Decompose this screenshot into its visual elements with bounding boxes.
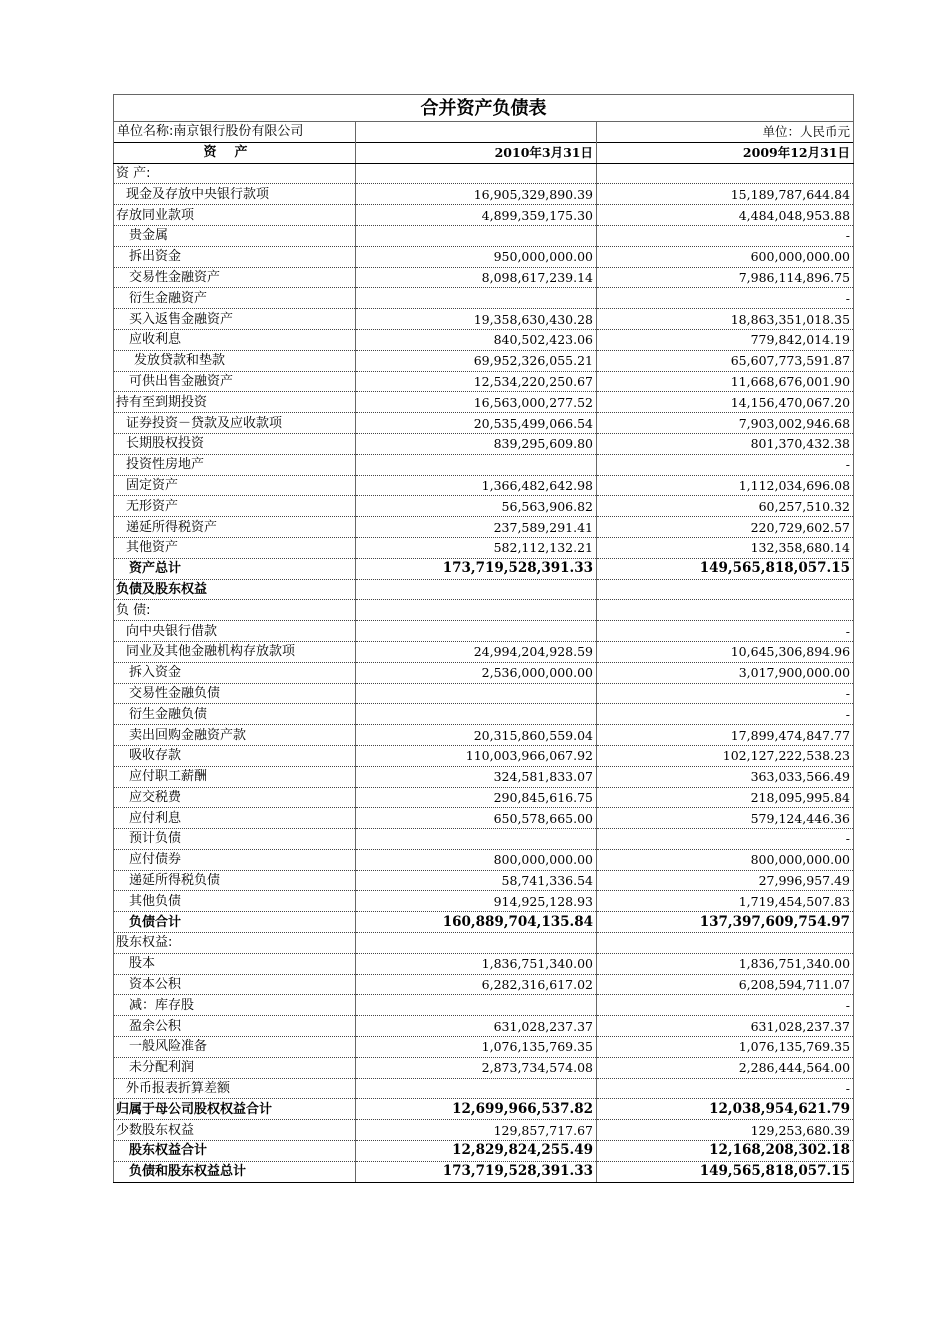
row-label: 同业及其他金融机构存放款项 <box>114 641 356 662</box>
row-label: 投资性房地产 <box>114 454 356 475</box>
row-label: 股本 <box>114 953 356 974</box>
row-value-2009-12-31: 7,903,002,946.68 <box>597 413 854 434</box>
row-value-2009-12-31: 1,719,454,507.83 <box>597 891 854 912</box>
table-row <box>114 1037 854 1058</box>
company-row <box>114 122 854 143</box>
row-value-2010-03-31 <box>356 225 597 246</box>
row-value-2009-12-31 <box>597 933 854 954</box>
table-row <box>114 1078 854 1099</box>
row-label: 股东权益: <box>114 933 356 954</box>
table-row <box>114 1057 854 1078</box>
table-row <box>114 808 854 829</box>
row-label: 负 债: <box>114 600 356 621</box>
row-value-2010-03-31: 840,502,423.06 <box>356 329 597 350</box>
row-value-2010-03-31 <box>356 704 597 725</box>
balance-sheet-table <box>113 94 854 1183</box>
company-name: 单位名称:南京银行股份有限公司 <box>114 122 356 143</box>
table-row <box>114 350 854 371</box>
row-value-2009-12-31 <box>597 579 854 600</box>
row-value-2010-03-31: 12,829,824,255.49 <box>356 1141 597 1162</box>
company-row-blank <box>356 122 597 143</box>
unit-label: 单位：人民币元 <box>597 122 854 143</box>
row-value-2010-03-31: 290,845,616.75 <box>356 787 597 808</box>
row-value-2009-12-31: 60,257,510.32 <box>597 496 854 517</box>
row-label: 应付债券 <box>114 849 356 870</box>
row-label: 衍生金融负债 <box>114 704 356 725</box>
row-value-2009-12-31: 149,565,818,057.15 <box>597 1161 854 1182</box>
row-value-2009-12-31: - <box>597 225 854 246</box>
row-label: 应付利息 <box>114 808 356 829</box>
row-label: 应付职工薪酬 <box>114 766 356 787</box>
table-row <box>114 953 854 974</box>
table-row <box>114 454 854 475</box>
row-value-2010-03-31: 160,889,704,135.84 <box>356 912 597 933</box>
row-label: 负债及股东权益 <box>114 579 356 600</box>
row-value-2009-12-31 <box>597 163 854 184</box>
row-value-2010-03-31: 950,000,000.00 <box>356 246 597 267</box>
row-label: 贵金属 <box>114 225 356 246</box>
title-row <box>114 95 854 122</box>
row-label: 资本公积 <box>114 974 356 995</box>
table-row <box>114 267 854 288</box>
table-row <box>114 621 854 642</box>
table-row <box>114 662 854 683</box>
row-value-2010-03-31: 6,282,316,617.02 <box>356 974 597 995</box>
row-value-2009-12-31: 6,208,594,711.07 <box>597 974 854 995</box>
row-value-2010-03-31 <box>356 454 597 475</box>
table-row <box>114 995 854 1016</box>
row-value-2010-03-31: 129,857,717.67 <box>356 1120 597 1141</box>
row-value-2009-12-31: 4,484,048,953.88 <box>597 205 854 226</box>
row-value-2009-12-31: - <box>597 621 854 642</box>
row-label: 减：库存股 <box>114 995 356 1016</box>
table-row <box>114 392 854 413</box>
row-value-2010-03-31 <box>356 933 597 954</box>
row-label: 一般风险准备 <box>114 1037 356 1058</box>
row-label: 存放同业款项 <box>114 205 356 226</box>
row-value-2009-12-31: 3,017,900,000.00 <box>597 662 854 683</box>
row-value-2009-12-31: - <box>597 829 854 850</box>
row-label: 拆入资金 <box>114 662 356 683</box>
row-label: 负债合计 <box>114 912 356 933</box>
row-value-2009-12-31: - <box>597 454 854 475</box>
row-value-2010-03-31: 2,873,734,574.08 <box>356 1057 597 1078</box>
row-value-2009-12-31: 7,986,114,896.75 <box>597 267 854 288</box>
header-col-2009-12-31: 2009年12月31日 <box>597 142 854 163</box>
table-row <box>114 246 854 267</box>
row-value-2009-12-31: 363,033,566.49 <box>597 766 854 787</box>
table-row <box>114 309 854 330</box>
row-value-2010-03-31: 582,112,132.21 <box>356 537 597 558</box>
row-value-2010-03-31 <box>356 163 597 184</box>
row-value-2010-03-31: 839,295,609.80 <box>356 433 597 454</box>
row-value-2010-03-31: 20,315,860,559.04 <box>356 725 597 746</box>
table-row <box>114 205 854 226</box>
table-row <box>114 787 854 808</box>
row-value-2009-12-31: - <box>597 683 854 704</box>
table-row <box>114 558 854 579</box>
row-value-2009-12-31: - <box>597 288 854 309</box>
row-value-2009-12-31 <box>597 600 854 621</box>
row-value-2009-12-31: 132,358,680.14 <box>597 537 854 558</box>
row-label: 股东权益合计 <box>114 1141 356 1162</box>
row-value-2010-03-31 <box>356 1078 597 1099</box>
row-value-2009-12-31: 149,565,818,057.15 <box>597 558 854 579</box>
row-value-2009-12-31: 600,000,000.00 <box>597 246 854 267</box>
row-value-2009-12-31: - <box>597 995 854 1016</box>
row-value-2010-03-31 <box>356 621 597 642</box>
row-label: 拆出资金 <box>114 246 356 267</box>
row-value-2010-03-31: 1,366,482,642.98 <box>356 475 597 496</box>
row-label: 应收利息 <box>114 329 356 350</box>
row-value-2010-03-31: 650,578,665.00 <box>356 808 597 829</box>
row-label: 外币报表折算差额 <box>114 1078 356 1099</box>
row-label: 无形资产 <box>114 496 356 517</box>
table-row <box>114 641 854 662</box>
table-row <box>114 537 854 558</box>
row-value-2010-03-31 <box>356 579 597 600</box>
row-value-2009-12-31: - <box>597 704 854 725</box>
row-value-2009-12-31: 18,863,351,018.35 <box>597 309 854 330</box>
header-item: 资产 <box>114 142 356 163</box>
header-row <box>114 142 854 163</box>
row-label: 卖出回购金融资产款 <box>114 725 356 746</box>
row-value-2009-12-31: 14,156,470,067.20 <box>597 392 854 413</box>
row-value-2010-03-31: 12,534,220,250.67 <box>356 371 597 392</box>
table-row <box>114 829 854 850</box>
row-value-2010-03-31: 324,581,833.07 <box>356 766 597 787</box>
table-row <box>114 1120 854 1141</box>
row-value-2009-12-31: 218,095,995.84 <box>597 787 854 808</box>
row-label: 预计负债 <box>114 829 356 850</box>
row-label: 负债和股东权益总计 <box>114 1161 356 1182</box>
table-row <box>114 579 854 600</box>
row-value-2010-03-31: 24,994,204,928.59 <box>356 641 597 662</box>
row-label: 长期股权投资 <box>114 433 356 454</box>
row-value-2009-12-31: 800,000,000.00 <box>597 849 854 870</box>
row-label: 可供出售金融资产 <box>114 371 356 392</box>
row-value-2009-12-31: 27,996,957.49 <box>597 870 854 891</box>
row-label: 资产总计 <box>114 558 356 579</box>
row-value-2009-12-31: 1,076,135,769.35 <box>597 1037 854 1058</box>
table-row <box>114 1016 854 1037</box>
row-value-2010-03-31: 4,899,359,175.30 <box>356 205 597 226</box>
row-value-2009-12-31: 631,028,237.37 <box>597 1016 854 1037</box>
table-row <box>114 329 854 350</box>
table-row <box>114 413 854 434</box>
row-value-2010-03-31 <box>356 829 597 850</box>
row-value-2010-03-31: 69,952,326,055.21 <box>356 350 597 371</box>
row-label: 归属于母公司股权权益合计 <box>114 1099 356 1120</box>
row-value-2010-03-31: 110,003,966,067.92 <box>356 745 597 766</box>
table-row <box>114 371 854 392</box>
row-value-2009-12-31: 1,112,034,696.08 <box>597 475 854 496</box>
row-value-2009-12-31: 12,168,208,302.18 <box>597 1141 854 1162</box>
row-label: 固定资产 <box>114 475 356 496</box>
table-row <box>114 745 854 766</box>
header-col-2010-03-31: 2010年3月31日 <box>356 142 597 163</box>
row-label: 吸收存款 <box>114 745 356 766</box>
row-value-2010-03-31: 1,836,751,340.00 <box>356 953 597 974</box>
row-value-2009-12-31: 579,124,446.36 <box>597 808 854 829</box>
table-row <box>114 912 854 933</box>
row-value-2010-03-31: 58,741,336.54 <box>356 870 597 891</box>
table-row <box>114 433 854 454</box>
table-row <box>114 517 854 538</box>
row-value-2009-12-31: 10,645,306,894.96 <box>597 641 854 662</box>
row-label: 其他资产 <box>114 537 356 558</box>
row-label: 证券投资－贷款及应收款项 <box>114 413 356 434</box>
row-label: 未分配利润 <box>114 1057 356 1078</box>
row-value-2009-12-31: 1,836,751,340.00 <box>597 953 854 974</box>
row-value-2010-03-31: 8,098,617,239.14 <box>356 267 597 288</box>
row-value-2010-03-31: 20,535,499,066.54 <box>356 413 597 434</box>
row-label: 衍生金融资产 <box>114 288 356 309</box>
table-row <box>114 225 854 246</box>
table-row <box>114 184 854 205</box>
row-value-2010-03-31: 2,536,000,000.00 <box>356 662 597 683</box>
row-label: 应交税费 <box>114 787 356 808</box>
row-value-2010-03-31 <box>356 995 597 1016</box>
table-row <box>114 1141 854 1162</box>
table-row <box>114 600 854 621</box>
row-label: 其他负债 <box>114 891 356 912</box>
row-value-2009-12-31: 801,370,432.38 <box>597 433 854 454</box>
row-label: 递延所得税资产 <box>114 517 356 538</box>
row-value-2009-12-31: 137,397,609,754.97 <box>597 912 854 933</box>
row-label: 交易性金融负债 <box>114 683 356 704</box>
row-label: 资 产: <box>114 163 356 184</box>
row-value-2010-03-31: 19,358,630,430.28 <box>356 309 597 330</box>
table-row <box>114 704 854 725</box>
row-value-2009-12-31: - <box>597 1078 854 1099</box>
row-value-2010-03-31 <box>356 600 597 621</box>
table-row <box>114 974 854 995</box>
row-value-2010-03-31: 914,925,128.93 <box>356 891 597 912</box>
table-row <box>114 475 854 496</box>
row-value-2010-03-31: 56,563,906.82 <box>356 496 597 517</box>
row-value-2010-03-31: 173,719,528,391.33 <box>356 558 597 579</box>
row-label: 递延所得税负债 <box>114 870 356 891</box>
row-value-2010-03-31: 631,028,237.37 <box>356 1016 597 1037</box>
row-value-2009-12-31: 15,189,787,644.84 <box>597 184 854 205</box>
row-value-2010-03-31: 12,699,966,537.82 <box>356 1099 597 1120</box>
table-row <box>114 683 854 704</box>
row-label: 持有至到期投资 <box>114 392 356 413</box>
table-row <box>114 766 854 787</box>
row-value-2010-03-31 <box>356 288 597 309</box>
table-row <box>114 496 854 517</box>
row-label: 发放贷款和垫款 <box>114 350 356 371</box>
row-value-2010-03-31: 16,905,329,890.39 <box>356 184 597 205</box>
balance-sheet <box>113 94 853 1183</box>
row-label: 少数股东权益 <box>114 1120 356 1141</box>
row-value-2010-03-31: 16,563,000,277.52 <box>356 392 597 413</box>
table-row <box>114 1161 854 1182</box>
row-value-2010-03-31: 800,000,000.00 <box>356 849 597 870</box>
table-row <box>114 849 854 870</box>
row-value-2010-03-31: 237,589,291.41 <box>356 517 597 538</box>
sheet-title: 合并资产负债表 <box>114 95 854 122</box>
row-value-2010-03-31: 173,719,528,391.33 <box>356 1161 597 1182</box>
row-label: 现金及存放中央银行款项 <box>114 184 356 205</box>
table-row <box>114 163 854 184</box>
row-value-2009-12-31: 12,038,954,621.79 <box>597 1099 854 1120</box>
row-value-2009-12-31: 65,607,773,591.87 <box>597 350 854 371</box>
row-value-2009-12-31: 2,286,444,564.00 <box>597 1057 854 1078</box>
table-row <box>114 870 854 891</box>
row-label: 向中央银行借款 <box>114 621 356 642</box>
row-value-2009-12-31: 220,729,602.57 <box>597 517 854 538</box>
table-row <box>114 1099 854 1120</box>
row-label: 交易性金融资产 <box>114 267 356 288</box>
table-row <box>114 288 854 309</box>
row-value-2009-12-31: 129,253,680.39 <box>597 1120 854 1141</box>
row-label: 买入返售金融资产 <box>114 309 356 330</box>
row-value-2010-03-31: 1,076,135,769.35 <box>356 1037 597 1058</box>
table-row <box>114 891 854 912</box>
row-value-2009-12-31: 17,899,474,847.77 <box>597 725 854 746</box>
row-value-2009-12-31: 11,668,676,001.90 <box>597 371 854 392</box>
row-value-2009-12-31: 779,842,014.19 <box>597 329 854 350</box>
table-row <box>114 725 854 746</box>
row-value-2010-03-31 <box>356 683 597 704</box>
row-label: 盈余公积 <box>114 1016 356 1037</box>
row-value-2009-12-31: 102,127,222,538.23 <box>597 745 854 766</box>
table-row <box>114 933 854 954</box>
